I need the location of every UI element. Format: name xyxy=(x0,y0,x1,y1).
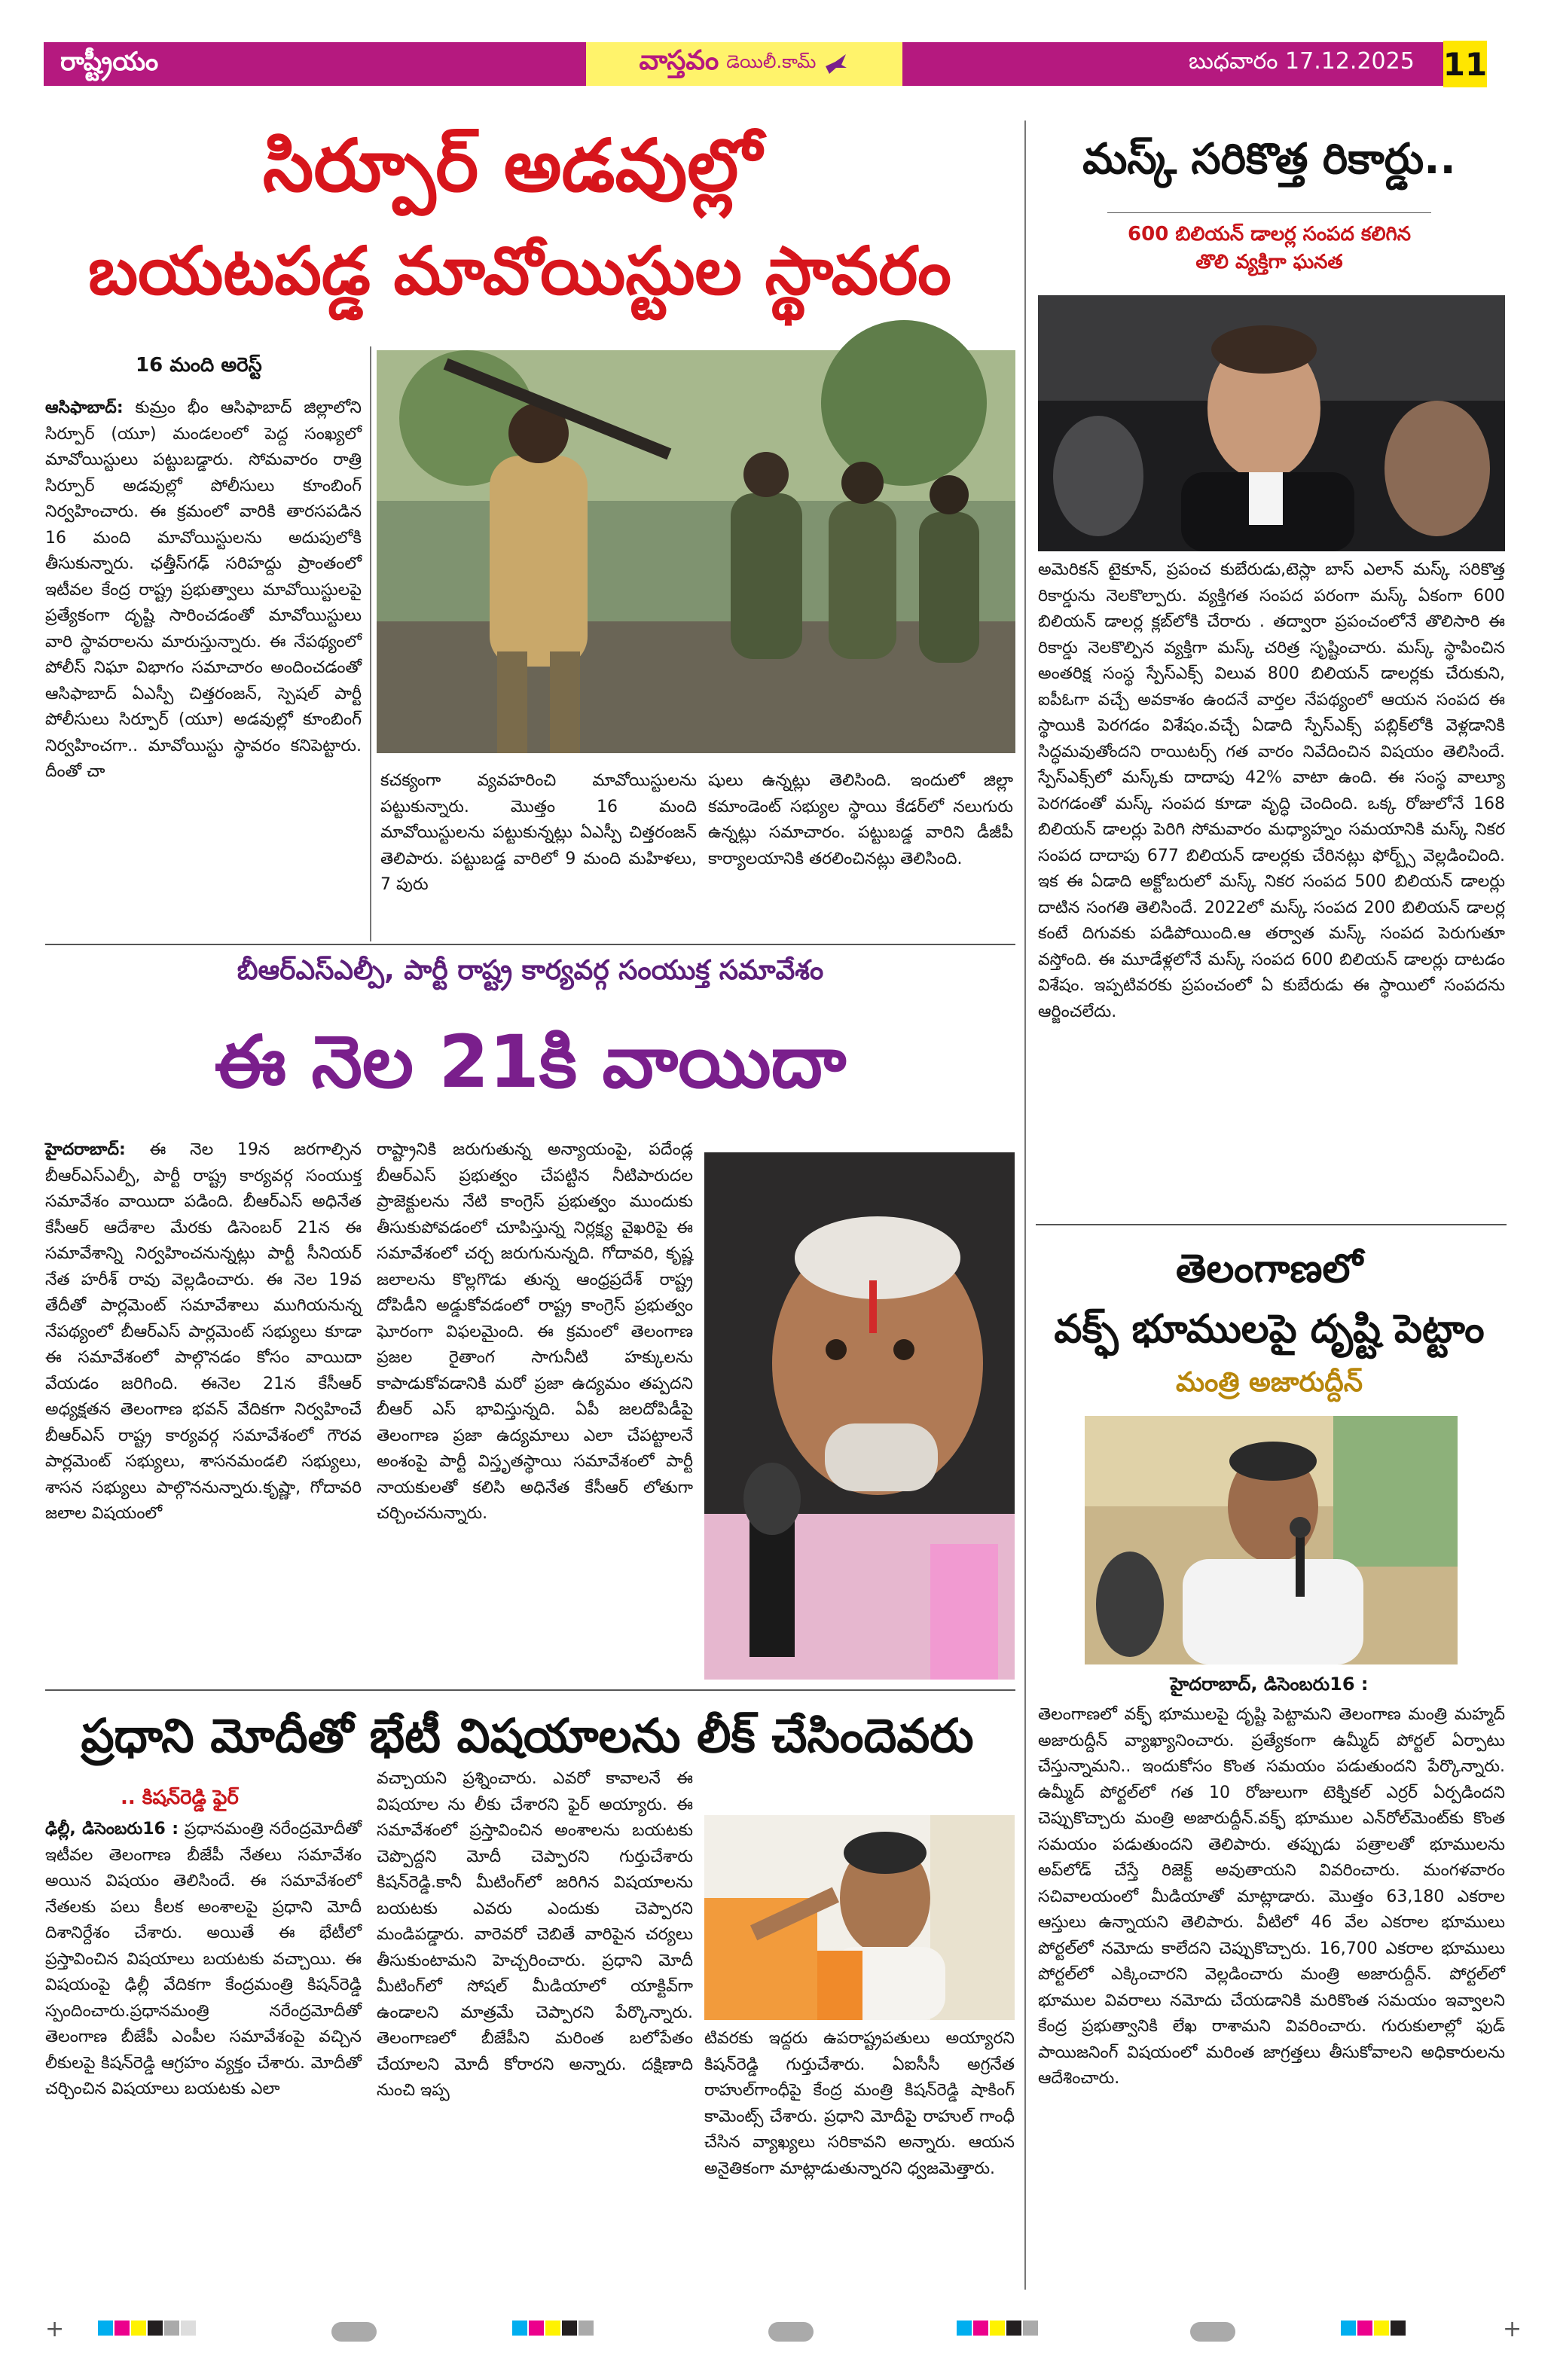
paper-site: డెయిలీ.కామ్ xyxy=(726,51,817,72)
story1-column-rule xyxy=(370,346,371,941)
story3-column1 xyxy=(45,1817,367,2284)
paper-logo xyxy=(586,42,902,86)
story4-subhead-line1: 600 బిలియన్‌ డాలర్ల సంపద కలిగిన xyxy=(1128,223,1411,246)
kcr-photo xyxy=(704,1152,1015,1680)
musk-photo xyxy=(1038,295,1505,551)
story2-headline: ఈ నెల 21కి వాయిదా xyxy=(214,1020,847,1104)
azharuddin-photo xyxy=(1085,1416,1458,1664)
color-swatches-1 xyxy=(98,2320,197,2339)
story5-body: తెలంగాణలో వక్ఫ్‌ భూములపై దృష్టి పెట్టామని తెలంగాణ మంత్రి మహ్మద్‌ అజారుద్దీన్‌ వ్యాఖ్యానించారు. ప్రత్యేకంగా ఉమ్మీద్‌ పోర్టల్‌ ఏర్పాటు చేస్తున్నామని.. ఇందుకోసం కొంత సమయం పడుతుందని పేర్కొన్నారు. ఉమ్మీద్‌ పోర్టల్‌లో గత 10 రోజులుగా టెక్నికల్‌ ఎర్రర్‌ ఏర్పడిందని చెప్పుకొచ్చారు మంత్రి అజారుద్దీన్‌.వక్ఫ్‌ భూముల ఎన్‌రోల్‌మెంట్‌కు కొంత సమయం పడుతుందని తెలిపారు. తప్పుడు పత్రాలతో భూములను అప్‌లోడ్‌ చేస్తే రిజెక్ట్‌ అవుతాయని వివరించారు. మంగళవారం సచివాలయంలో మీడియాతో మాట్లాడారు. మొత్తం 63,180 ఎకరాల ఆస్తులు ఉన్నాయని తెలిపారు. వీటిలో 46 వేల ఎకరాల భూములు పోర్టల్‌లో నమోదు కాలేదని చెప్పుకొచ్చారు. 16,700 ఎకరాల భూములు పోర్టల్‌లో ఎక్కించారని వెల్లడించారు మంత్రి అజారుద్దీన్‌. పోర్టల్‌లో భూముల వివరాలు నమోదు చేయడానికి మరికొంత సమయం ఇవ్వాలని కేంద్ర ప్రభుత్వానికి లేఖ రాశామని వివరించారు. గురుకులాల్లో ఫుడ్‌ పాయిజనింగ్‌ విషయంలో మరింత జాగ్రత్తలు తీసుకోవాలని అధికారులను ఆదేశించారు. xyxy=(1038,1705,1506,2088)
color-swatches-3 xyxy=(957,2320,1040,2339)
story4-bottom-rule xyxy=(1036,1224,1507,1225)
right-column-rule xyxy=(1024,121,1026,2290)
story1-col1-text: కుమ్రం భీం ఆసిఫాబాద్‌ జిల్లాలోని సిర్పూర్‌ (యూ) మండలంలో పెద్ద సంఖ్యలో మావోయిస్టులు పట్టుబడ్డారు. సోమవారం రాత్రి సిర్పూర్‌ అడవుల్లో పోలీసులు కూంబింగ్‌ నిర్వహించారు. ఈ క్రమంలో వారికి తారసపడిన 16 మంది మావోయిస్టులను అదుపులోకి తీసుకున్నారు. ఛత్తీస్‌గఢ్‌ సరిహద్దు ప్రాంతంలో ఇటీవల కేంద్ర రాష్ట్ర ప్రభుత్వాలు మావోయిస్టులపై ప్రత్యేకంగా దృష్టి సారించడంతో మావోయిస్టులు వారి స్థావరాలను మారుస్తున్నారు. ఈ నేపథ్యంలో పోలీస్‌ నిఘా విభాగం సమాచారం అందించడంతో ఆసిఫాబాద్‌ ఏఎస్పీ చిత్తరంజన్‌, స్పెషల్‌ పార్టీ పోలీసులు సిర్పూర్‌ (యూ) అడవుల్లో కూంబింగ్‌ నిర్వహించగా.. మావోయిస్టు స్థావరం కనిపెట్టారు. దీంతో చా xyxy=(45,398,362,781)
story2-column1 xyxy=(45,1137,362,1683)
registration-pill-3 xyxy=(1190,2322,1235,2342)
story1-column1 xyxy=(45,395,362,936)
story1-dateline: ఆసిఫాబాద్‌: xyxy=(45,398,124,417)
registration-pill-1 xyxy=(331,2322,377,2342)
story4-headline-rule xyxy=(1107,212,1431,213)
story4-subhead-line2: తొలి వ్యక్తిగా ఘనత xyxy=(1195,251,1343,273)
print-color-bar xyxy=(45,2316,1522,2346)
story3-column3: టివరకు ఇద్దరు ఉపరాష్ట్రపతులు అయ్యారని కిషన్‌రెడ్డి గుర్తుచేశారు. ఏఐసీసీ అగ్రనేత రాహుల్‌గాంధీపై కేంద్ర మంత్రి కిషన్‌రెడ్డి షాకింగ్‌ కామెంట్స్‌ చేశారు. ప్రధాని మోదీపై రాహుల్‌ గాంధీ చేసిన వ్యాఖ్యలు సరికావని అన్నారు. ఆయన అనైతికంగా మాట్లాడుతున్నారని ధ్వజమెత్తారు. xyxy=(704,2029,1015,2178)
story2-col1-text: ఈ నెల 19న జరగాల్సిన బీఆర్‌ఎస్‌ఎల్పీ, పార్టీ రాష్ట్ర కార్యవర్గ సంయుక్త సమావేశం వాయిదా పడింది. బీఆర్‌ఎస్‌ అధినేత కేసీఆర్‌ ఆదేశాల మేరకు డిసెంబర్‌ 21న ఈ సమావేశాన్ని నిర్వహించనున్నట్లు పార్టీ సీనియర్‌ నేత హరీశ్‌ రావు వెల్లడించారు. ఈ నెల 19వ తేదీతో పార్లమెంట్‌ సమావేశాలు ముగియనున్న నేపథ్యంలో బీఆర్‌ఎస్‌ పార్లమెంట్‌ సభ్యులు కూడా ఈ సమావేశంలో పాల్గొనడం కోసం వాయిదా వేయడం జరిగింది. ఈనెల 21న కేసీఆర్‌ అధ్యక్షతన తెలంగాణ భవన్‌ వేదికగా నిర్వహించే బీఆర్‌ఎస్‌ రాష్ట్ర కార్యవర్గ సమావేశంలో గౌరవ పార్లమెంట్‌ సభ్యులు, శాసనమండలి సభ్యులు, శాసన సభ్యులు పాల్గొననున్నారు.కృష్ణా, గోదావరి జలాల విషయంలో xyxy=(45,1140,362,1523)
story2-subhead: బీఆర్‌ఎస్‌ఎల్పీ, పార్టీ రాష్ట్ర కార్యవర్గ సంయుక్త సమావేశం xyxy=(237,955,824,986)
story5-headline-line1: తెలంగాణలో xyxy=(1175,1246,1363,1292)
section-label: రాష్ట్రీయం xyxy=(60,47,159,77)
story5-dateline: హైదరాబాద్‌, డిసెంబరు16 : xyxy=(1170,1674,1369,1695)
paper-name: వాస్తవం xyxy=(639,45,719,76)
story4-headline: మస్క్‌ సరికొత్త రికార్డు.. xyxy=(1082,135,1456,184)
story2-column2: రాష్ట్రానికి జరుగుతున్న అన్యాయంపై, పదేండ్ల బీఆర్‌ఎస్‌ ప్రభుత్వం చేపట్టిన నీటిపారుదల ప్రాజెక్టులను నేటి కాంగ్రెస్‌ ప్రభుత్వం ముందుకు తీసుకుపోవడంలో చూపిస్తున్న నిర్లక్ష్య వైఖరిపై ఈ సమావేశంలో చర్చ జరుగునున్నది. గోదావరి, కృష్ణ జలాలను కొల్లగొడు తున్న ఆంధ్రప్రదేశ్‌ రాష్ట్ర దోపిడీని అడ్డుకోవడంలో రాష్ట్ర కాంగ్రెస్‌ ప్రభుత్వం ఘోరంగా విఫలమైంది. ఈ క్రమంలో తెలంగాణ ప్రజల రైతాంగ సాగునీటి హక్కులను కాపాడుకోవడానికి మరో ప్రజా ఉద్యమం తప్పదని బీఆర్‌ ఎస్‌ భావిస్తున్నది. ఏపీ జలదోపిడీపై తెలంగాణ ప్రజా ఉద్యమాలు ఎలా చేపట్టాలనే అంశంపై పార్టీ విస్తృతస్థాయి సమావేశంలో పార్టీ నాయకులతో కలిసి అధినేత కేసీఆర్‌ లోతుగా చర్చించనున్నారు. xyxy=(377,1140,698,1523)
story2-bottom-rule xyxy=(45,1689,1015,1691)
story3-dateline: ఢిల్లీ, డిసెంబరు16 : xyxy=(45,1820,179,1838)
bird-icon xyxy=(823,51,849,77)
color-swatches-2 xyxy=(512,2320,595,2339)
color-swatches-4 xyxy=(1341,2320,1407,2339)
story1-headline-line1: సిర్పూర్‌ అడవుల్లో xyxy=(262,124,762,208)
story1-column3: షులు ఉన్నట్లు తెలిసింది. ఇందులో జిల్లా కమాండెంట్‌ సభ్యుల స్థాయి కేడర్‌లో నలుగురు ఉన్నట్లు సమాచారం. పట్టుబడ్డ వారిని డీజీపీ కార్యాలయానికి తరలించినట్లు తెలిసింది. xyxy=(708,771,1018,868)
story5-headline-line2: వక్ఫ్‌ భూములపై దృష్టి పెట్టాం xyxy=(1054,1307,1485,1352)
story1-headline-line2: బయటపడ్డ మావోయిస్టుల స్థావరం xyxy=(88,232,951,310)
story3-kicker: .. కిషన్‌రెడ్డి ఫైర్‌ xyxy=(121,1787,239,1809)
kishan-reddy-photo xyxy=(704,1815,1015,2020)
story3-col1-text: ప్రధానమంత్రి నరేంద్రమోదీతో ఇటీవల తెలంగాణ బీజేపీ నేతలు సమావేశం అయిన విషయం తెలిసిందే. ఈ సమావేశంలో నేతలకు పలు కీలక అంశాలపై ప్రధాని మోదీ దిశానిర్దేశం చేశారు. అయితే ఈ భేటీలో ప్రస్తావించిన విషయాలు బయటకు వచ్చాయి. ఈ విషయంపై ఢిల్లీ వేదికగా కేంద్రమంత్రి కిషన్‌రెడ్డి స్పందించారు.ప్రధానమంత్రి నరేంద్రమోదీతో తెలంగాణ బీజేపీ ఎంపీల సమావేశంపై వచ్చిన లీకులపై కిషన్‌రెడ్డి ఆగ్రహం వ్యక్తం చేశారు. మోదీతో చర్చించిన విషయాలు బయటకు ఎలా xyxy=(45,1820,367,2098)
issue-date: బుధవారం 17.12.2025 xyxy=(1189,48,1415,75)
registration-pill-2 xyxy=(768,2322,814,2342)
story4-body: అమెరికన్‌ టైకూన్‌, ప్రపంచ కుబేరుడు,టెస్లా బాస్‌ ఎలాన్‌ మస్క్‌ సరికొత్త రికార్డును నెలకొల్పారు. వ్యక్తిగత సంపద పరంగా మస్క్‌ ఏకంగా 600 బిలియన్‌ డాలర్ల క్లబ్‌లోకి చేరారు . తద్వారా ప్రపంచంలోనే తొలిసారి ఈ రికార్డు నెలకొల్పిన వ్యక్తిగా మస్క్‌ చరిత్ర సృష్టించారు. మస్క్‌ స్థాపించిన అంతరిక్ష సంస్థ స్పేస్‌ఎక్స్‌ విలువ 800 బిలియన్‌ డాలర్లకు చేరుకుని, ఐపీఓగా వచ్చే అవకాశం ఉందనే వార్తల నేపథ్యంలో ఆయన సంపద ఈ స్థాయికి పెరగడం విశేషం.వచ్చే ఏడాది స్పేస్‌ఎక్స్‌ పబ్లిక్‌లోకి వెళ్లడానికి సిద్ధమవుతోందని రాయిటర్స్‌ గత వారం నివేదించిన విషయం తెలిసిందే. స్పేస్‌ఎక్స్‌లో మస్క్‌కు దాదాపు 42% వాటా ఉంది. ఈ సంస్థ వాల్యూ పెరగడంతో మస్క్‌ సంపద కూడా వృద్ధి చెందింది. ఒక్క రోజులోనే 168 బిలియన్‌ డాలర్లు పెరిగి సోమవారం మధ్యాహ్నం సమయానికి మస్క్‌ నికర సంపద దాదాపు 677 బిలియన్‌ డాలర్లకు చేరినట్లు ఫోర్బ్స్‌ వెల్లడించింది. ఇక ఈ ఏడాది అక్టోబరులో మస్క్‌ నికర సంపద 500 బిలియన్‌ డాలర్లు దాటిన సంగతి తెలిసిందే. 2022లో మస్క్‌ సంపద 200 బిలియన్‌ డాలర్ల కంటే దిగువకు పడిపోయింది.ఆ తర్వాత మస్క్‌ సంపద పెరుగుతూ వస్తోంది. ఈ మూడేళ్లలోనే మస్క్‌ సంపద 600 బిలియన్‌ డాలర్లు దాటడం విశేషం. ఇప్పటివరకు ప్రపంచంలో ఏ కుబేరుడు ఈ స్థాయిలో సంపదను ఆర్జించలేదు. xyxy=(1038,560,1511,1021)
story1-bottom-rule xyxy=(45,944,1015,945)
registration-mark-left: + xyxy=(45,2316,65,2342)
story5-kicker: మంత్రి అజారుద్దీన్‌ xyxy=(1176,1367,1363,1398)
story1-kicker: 16 మంది అరెస్ట్‌ xyxy=(136,354,262,377)
maoist-arrest-photo xyxy=(377,350,1015,753)
story1-column2: కచక్యంగా వ్యవహరించి మావోయిస్టులను పట్టుకున్నారు. మొత్తం 16 మంది మావోయిస్టులను పట్టుకున్నట్లు ఏఎస్పీ చిత్తరంజన్‌ తెలిపారు. పట్టుబడ్డ వారిలో 9 మంది మహిళలు, 7 పురు xyxy=(380,771,697,894)
story3-column2: వచ్చాయని ప్రశ్నించారు. ఎవరో కావాలనే ఈ విషయాల ను లీకు చేశారని ఫైర్‌ అయ్యారు. ఈ సమావేశంలో ప్రస్తావించిన అంశాలను బయటకు చెప్పొద్దని మోదీ చెప్పారని గుర్తుచేశారు కిషన్‌రెడ్డి.కానీ మీటింగ్‌లో జరిగిన విషయాలను బయటకు ఎవరు ఎందుకు చెప్పారని మండిపడ్డారు. వారెవరో చెబితే వారిపైన చర్యలు తీసుకుంటామని హెచ్చరించారు. ప్రధాని మోదీ మీటింగ్‌లో సోషల్‌ మీడియాలో యాక్టివ్‌గా ఉండాలని మాత్రమే చెప్పారని పేర్కొన్నారు. తెలంగాణలో బీజేపీని మరింత బలోపేతం చేయాలని మోదీ కోరారని అన్నారు. దక్షిణాది నుంచి ఇప్ప xyxy=(377,1769,699,2100)
masthead-band xyxy=(44,42,1488,86)
registration-mark-right: + xyxy=(1503,2316,1522,2342)
story3-headline: ప్రధాని మోదీతో భేటీ విషయాలను లీక్‌ చేసిందెవరు xyxy=(81,1708,974,1763)
page-number: 11 xyxy=(1443,45,1488,83)
story2-dateline: హైదరాబాద్‌: xyxy=(45,1140,126,1159)
page-number-box xyxy=(1443,41,1487,87)
